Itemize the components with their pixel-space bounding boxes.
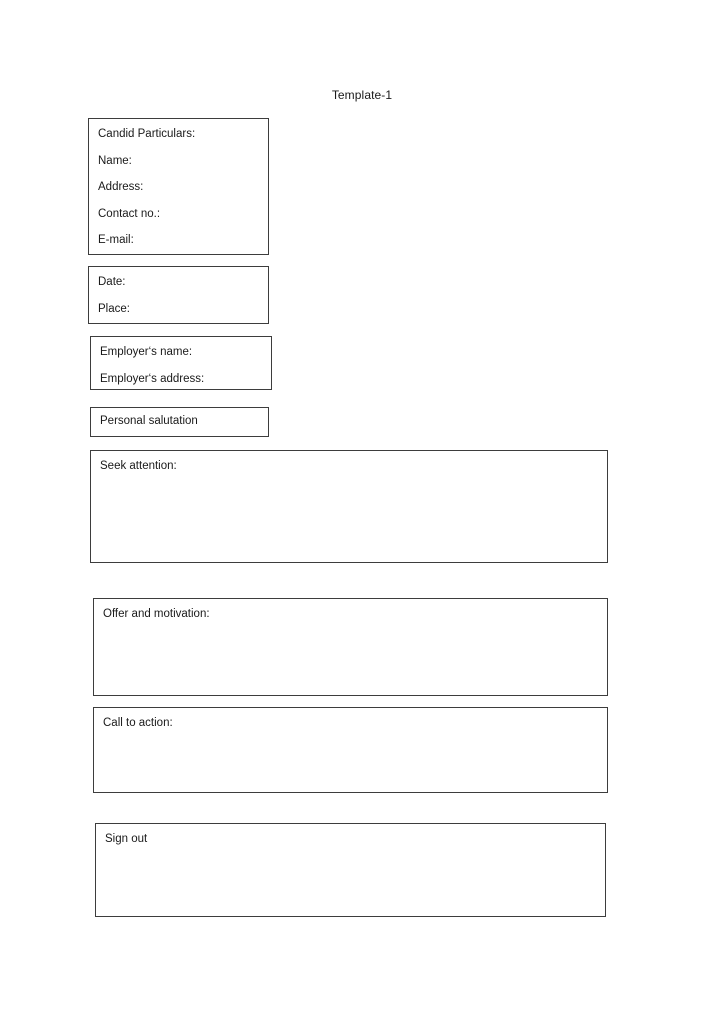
- employer-address-label: Employer‘s address:: [100, 372, 205, 385]
- call-to-action-label: Call to action:: [103, 717, 173, 729]
- employer-name-label: Employer‘s name:: [100, 346, 193, 358]
- address-label: Address:: [98, 181, 144, 193]
- date-place-box: [88, 266, 269, 324]
- candid-particulars-label: Candid Particulars:: [98, 128, 196, 140]
- seek-attention-label: Seek attention:: [100, 460, 177, 472]
- name-label: Name:: [98, 154, 132, 167]
- page-title: Template-1: [331, 88, 393, 102]
- offer-and-motivation-label: Offer and motivation:: [103, 608, 210, 620]
- employer-details-box: [90, 336, 272, 390]
- place-label: Place:: [98, 302, 130, 315]
- offer-and-motivation-box: [93, 598, 608, 696]
- sign-out-box: [95, 823, 606, 917]
- personal-salutation-label: Personal salutation: [100, 415, 198, 427]
- date-label: Date:: [98, 276, 126, 288]
- sign-out-label: Sign out: [105, 833, 148, 845]
- seek-attention-box: [90, 450, 608, 563]
- call-to-action-box: [93, 707, 608, 793]
- email-label: E-mail:: [98, 234, 134, 246]
- personal-salutation-box: [90, 407, 269, 437]
- candidate-particulars-box: [88, 118, 269, 255]
- contact-no-label: Contact no.:: [98, 207, 161, 220]
